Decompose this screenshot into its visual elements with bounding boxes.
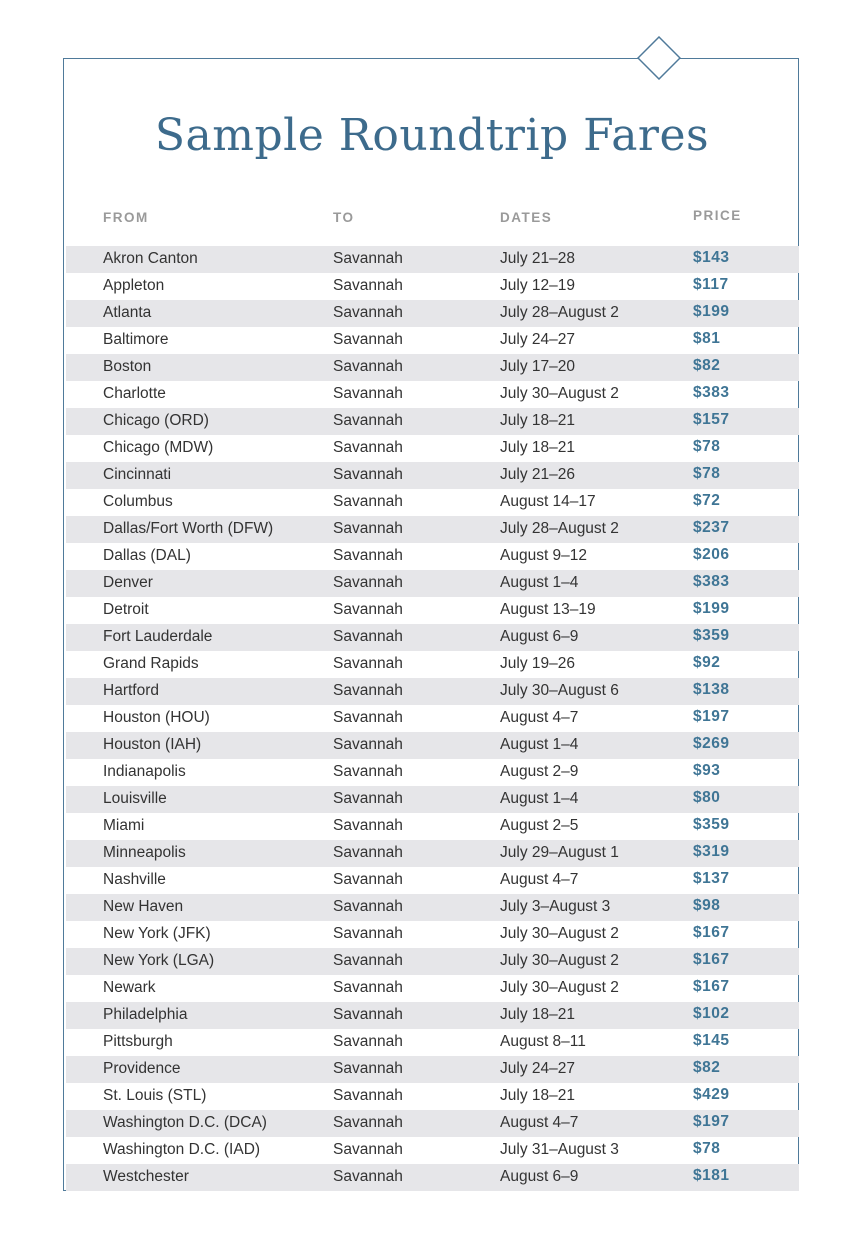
price-cell: $359 — [693, 627, 730, 644]
to-cell: Savannah — [333, 250, 403, 267]
table-row — [66, 732, 799, 759]
price-cell: $206 — [693, 546, 730, 563]
table-row — [66, 543, 799, 570]
from-cell: Washington D.C. (DCA) — [103, 1114, 267, 1131]
from-cell: Chicago (ORD) — [103, 412, 209, 429]
dates-cell: August 14–17 — [500, 493, 596, 510]
price-cell: $78 — [693, 438, 721, 455]
to-cell: Savannah — [333, 844, 403, 861]
to-cell: Savannah — [333, 277, 403, 294]
price-cell: $269 — [693, 735, 730, 752]
fares-table — [66, 246, 799, 1191]
from-cell: Columbus — [103, 493, 173, 510]
dates-cell: August 1–4 — [500, 736, 579, 753]
table-row — [66, 1164, 799, 1191]
price-cell: $319 — [693, 843, 730, 860]
to-cell: Savannah — [333, 520, 403, 537]
price-cell: $145 — [693, 1032, 730, 1049]
table-row — [66, 1056, 799, 1083]
table-row — [66, 354, 799, 381]
table-row — [66, 921, 799, 948]
to-cell: Savannah — [333, 493, 403, 510]
price-cell: $102 — [693, 1005, 730, 1022]
price-cell: $82 — [693, 1059, 721, 1076]
from-cell: Providence — [103, 1060, 181, 1077]
table-row — [66, 381, 799, 408]
to-cell: Savannah — [333, 655, 403, 672]
table-row — [66, 246, 799, 273]
to-cell: Savannah — [333, 763, 403, 780]
from-cell: St. Louis (STL) — [103, 1087, 207, 1104]
column-header-from: FROM — [103, 210, 149, 225]
price-cell: $81 — [693, 330, 721, 347]
to-cell: Savannah — [333, 1168, 403, 1185]
column-header-dates: DATES — [500, 210, 553, 225]
table-row — [66, 786, 799, 813]
table-row — [66, 273, 799, 300]
table-row — [66, 975, 799, 1002]
dates-cell: August 2–9 — [500, 763, 579, 780]
from-cell: New York (LGA) — [103, 952, 215, 969]
table-row — [66, 759, 799, 786]
from-cell: Dallas/Fort Worth (DFW) — [103, 520, 274, 537]
price-cell: $167 — [693, 978, 730, 995]
dates-cell: July 31–August 3 — [500, 1141, 619, 1158]
from-cell: Washington D.C. (IAD) — [103, 1141, 261, 1158]
dates-cell: July 21–28 — [500, 250, 575, 267]
dates-cell: July 18–21 — [500, 1006, 575, 1023]
from-cell: Indianapolis — [103, 763, 186, 780]
price-cell: $359 — [693, 816, 730, 833]
to-cell: Savannah — [333, 439, 403, 456]
to-cell: Savannah — [333, 601, 403, 618]
price-cell: $80 — [693, 789, 721, 806]
table-row — [66, 408, 799, 435]
to-cell: Savannah — [333, 1033, 403, 1050]
price-cell: $383 — [693, 384, 730, 401]
table-row — [66, 840, 799, 867]
from-cell: Boston — [103, 358, 152, 375]
from-cell: Appleton — [103, 277, 165, 294]
dates-cell: August 6–9 — [500, 1168, 579, 1185]
price-cell: $138 — [693, 681, 730, 698]
table-row — [66, 705, 799, 732]
to-cell: Savannah — [333, 790, 403, 807]
dates-cell: July 18–21 — [500, 1087, 575, 1104]
to-cell: Savannah — [333, 1060, 403, 1077]
dates-cell: July 19–26 — [500, 655, 575, 672]
dates-cell: July 30–August 2 — [500, 952, 619, 969]
table-row — [66, 435, 799, 462]
table-row — [66, 300, 799, 327]
dates-cell: July 30–August 2 — [500, 385, 619, 402]
from-cell: Charlotte — [103, 385, 166, 402]
table-row — [66, 624, 799, 651]
price-cell: $93 — [693, 762, 721, 779]
to-cell: Savannah — [333, 898, 403, 915]
dates-cell: August 13–19 — [500, 601, 596, 618]
dates-cell: August 4–7 — [500, 871, 579, 888]
from-cell: Newark — [103, 979, 156, 996]
dates-cell: July 21–26 — [500, 466, 575, 483]
to-cell: Savannah — [333, 466, 403, 483]
price-cell: $167 — [693, 951, 730, 968]
from-cell: Grand Rapids — [103, 655, 199, 672]
price-cell: $429 — [693, 1086, 730, 1103]
table-row — [66, 570, 799, 597]
price-cell: $78 — [693, 1140, 721, 1157]
from-cell: Dallas (DAL) — [103, 547, 191, 564]
to-cell: Savannah — [333, 574, 403, 591]
to-cell: Savannah — [333, 331, 403, 348]
dates-cell: August 8–11 — [500, 1033, 586, 1050]
from-cell: Miami — [103, 817, 145, 834]
to-cell: Savannah — [333, 709, 403, 726]
dates-cell: July 30–August 6 — [500, 682, 619, 699]
from-cell: Detroit — [103, 601, 149, 618]
from-cell: Akron Canton — [103, 250, 198, 267]
to-cell: Savannah — [333, 304, 403, 321]
dates-cell: July 24–27 — [500, 331, 575, 348]
price-cell: $72 — [693, 492, 721, 509]
price-cell: $98 — [693, 897, 721, 914]
to-cell: Savannah — [333, 952, 403, 969]
to-cell: Savannah — [333, 358, 403, 375]
from-cell: Baltimore — [103, 331, 169, 348]
dates-cell: July 3–August 3 — [500, 898, 611, 915]
from-cell: Houston (IAH) — [103, 736, 202, 753]
dates-cell: August 1–4 — [500, 574, 579, 591]
column-header-price: PRICE — [693, 208, 742, 223]
from-cell: Philadelphia — [103, 1006, 188, 1023]
price-cell: $157 — [693, 411, 730, 428]
table-row — [66, 462, 799, 489]
to-cell: Savannah — [333, 925, 403, 942]
price-cell: $197 — [693, 1113, 730, 1130]
price-cell: $82 — [693, 357, 721, 374]
dates-cell: August 2–5 — [500, 817, 579, 834]
from-cell: New York (JFK) — [103, 925, 211, 942]
price-cell: $143 — [693, 249, 730, 266]
from-cell: Chicago (MDW) — [103, 439, 214, 456]
price-cell: $237 — [693, 519, 730, 536]
table-row — [66, 894, 799, 921]
table-row — [66, 516, 799, 543]
price-cell: $383 — [693, 573, 730, 590]
from-cell: Pittsburgh — [103, 1033, 173, 1050]
dates-cell: August 6–9 — [500, 628, 579, 645]
price-cell: $78 — [693, 465, 721, 482]
dates-cell: July 12–19 — [500, 277, 575, 294]
table-row — [66, 1110, 799, 1137]
table-row — [66, 597, 799, 624]
from-cell: Houston (HOU) — [103, 709, 210, 726]
from-cell: Cincinnati — [103, 466, 172, 483]
price-cell: $137 — [693, 870, 730, 887]
from-cell: New Haven — [103, 898, 184, 915]
dates-cell: July 24–27 — [500, 1060, 575, 1077]
diamond-ornament-icon — [637, 36, 681, 80]
column-header-to: TO — [333, 210, 355, 225]
from-cell: Hartford — [103, 682, 159, 699]
from-cell: Denver — [103, 574, 153, 591]
dates-cell: July 28–August 2 — [500, 520, 619, 537]
dates-cell: July 30–August 2 — [500, 925, 619, 942]
to-cell: Savannah — [333, 628, 403, 645]
dates-cell: July 18–21 — [500, 412, 575, 429]
price-cell: $199 — [693, 303, 730, 320]
to-cell: Savannah — [333, 412, 403, 429]
table-row — [66, 651, 799, 678]
to-cell: Savannah — [333, 1087, 403, 1104]
to-cell: Savannah — [333, 871, 403, 888]
price-cell: $92 — [693, 654, 721, 671]
table-row — [66, 1137, 799, 1164]
to-cell: Savannah — [333, 385, 403, 402]
dates-cell: August 1–4 — [500, 790, 579, 807]
price-cell: $167 — [693, 924, 730, 941]
dates-cell: July 18–21 — [500, 439, 575, 456]
to-cell: Savannah — [333, 817, 403, 834]
price-cell: $197 — [693, 708, 730, 725]
from-cell: Westchester — [103, 1168, 189, 1185]
table-row — [66, 489, 799, 516]
from-cell: Fort Lauderdale — [103, 628, 213, 645]
dates-cell: July 30–August 2 — [500, 979, 619, 996]
to-cell: Savannah — [333, 1141, 403, 1158]
page-title: Sample Roundtrip Fares — [154, 110, 710, 161]
dates-cell: July 29–August 1 — [500, 844, 619, 861]
table-row — [66, 813, 799, 840]
to-cell: Savannah — [333, 1006, 403, 1023]
price-cell: $181 — [693, 1167, 730, 1184]
from-cell: Atlanta — [103, 304, 152, 321]
from-cell: Nashville — [103, 871, 166, 888]
dates-cell: July 28–August 2 — [500, 304, 619, 321]
from-cell: Minneapolis — [103, 844, 186, 861]
to-cell: Savannah — [333, 547, 403, 564]
table-row — [66, 867, 799, 894]
price-cell: $117 — [693, 276, 729, 293]
to-cell: Savannah — [333, 736, 403, 753]
to-cell: Savannah — [333, 1114, 403, 1131]
table-row — [66, 327, 799, 354]
dates-cell: July 17–20 — [500, 358, 575, 375]
table-row — [66, 1029, 799, 1056]
table-row — [66, 678, 799, 705]
dates-cell: August 4–7 — [500, 709, 579, 726]
table-row — [66, 1083, 799, 1110]
price-cell: $199 — [693, 600, 730, 617]
to-cell: Savannah — [333, 979, 403, 996]
from-cell: Louisville — [103, 790, 167, 807]
to-cell: Savannah — [333, 682, 403, 699]
table-row — [66, 948, 799, 975]
dates-cell: August 9–12 — [500, 547, 588, 564]
table-row — [66, 1002, 799, 1029]
dates-cell: August 4–7 — [500, 1114, 579, 1131]
